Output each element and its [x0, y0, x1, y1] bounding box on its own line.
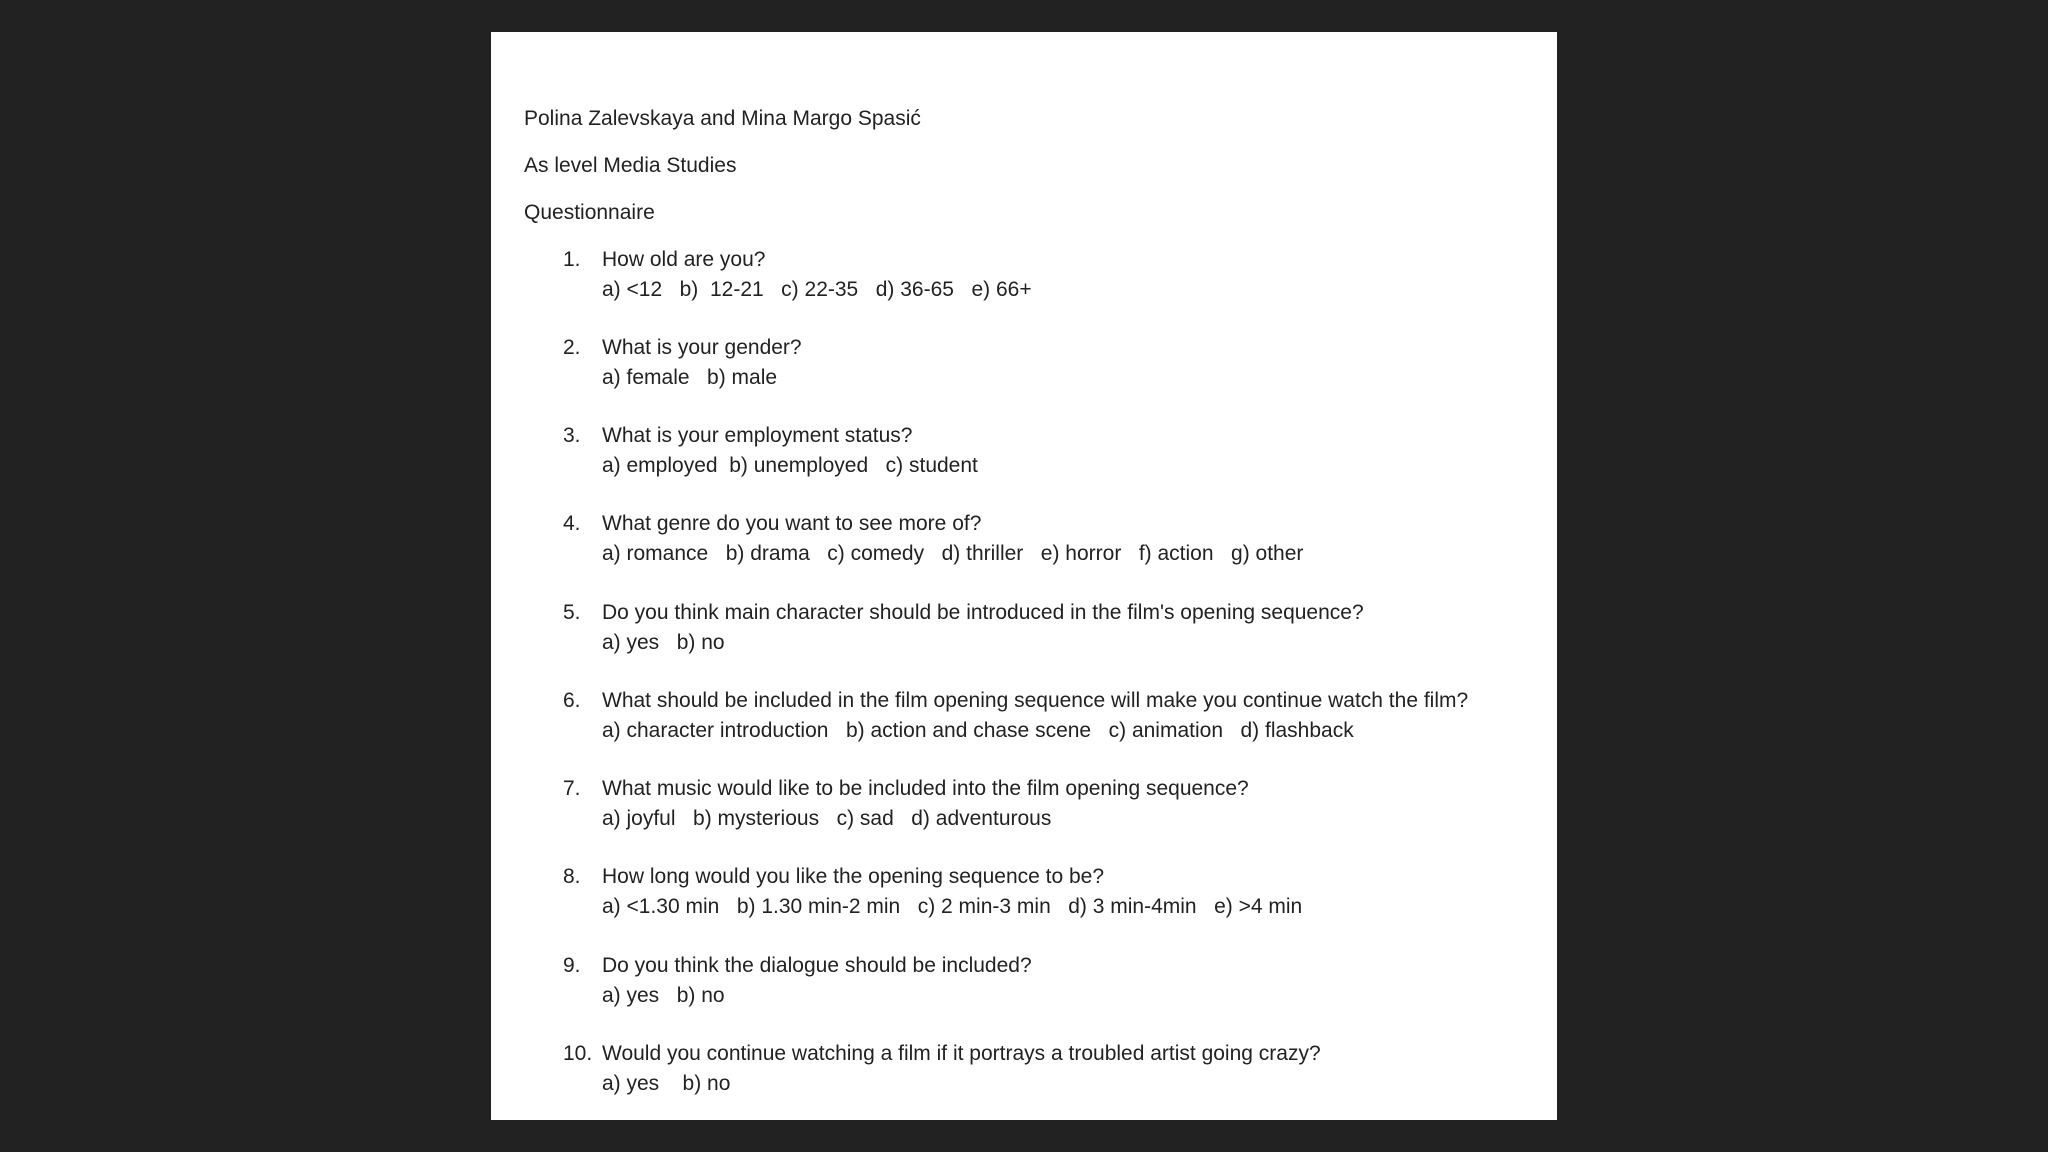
question-number: 4. — [563, 512, 581, 535]
question-text: How long would you like the opening sequence to be? — [602, 865, 1105, 888]
question-text: What is your gender? — [602, 336, 802, 359]
document-page — [491, 32, 1557, 1120]
question-number: 8. — [563, 865, 581, 888]
question-number: 7. — [563, 777, 581, 800]
question-options: a) yes b) no — [602, 631, 725, 654]
question-text: How old are you? — [602, 248, 766, 271]
question-options: a) <12 b) 12-21 c) 22-35 d) 36-65 e) 66+ — [602, 278, 1032, 301]
course-line: As level Media Studies — [524, 154, 737, 177]
questionnaire-title: Questionnaire — [524, 201, 655, 224]
question-options: a) romance b) drama c) comedy d) thriller e) horror f) action g) other — [602, 542, 1304, 565]
question-options: a) yes b) no — [602, 1072, 731, 1095]
question-text: Do you think the dialogue should be included? — [602, 954, 1032, 977]
question-options: a) joyful b) mysterious c) sad d) adventurous — [602, 807, 1052, 830]
question-text: What should be included in the film opening sequence will make you continue watch the film? — [602, 689, 1469, 712]
question-text: What genre do you want to see more of? — [602, 512, 982, 535]
question-options: a) employed b) unemployed c) student — [602, 454, 978, 477]
question-options: a) <1.30 min b) 1.30 min-2 min c) 2 min-3 min d) 3 min-4min e) >4 min — [602, 895, 1303, 918]
question-number: 10. — [563, 1042, 593, 1065]
question-text: What is your employment status? — [602, 424, 913, 447]
question-list — [491, 32, 1557, 1120]
question-text: Would you continue watching a film if it portrays a troubled artist going crazy? — [602, 1042, 1321, 1065]
question-options: a) yes b) no — [602, 984, 725, 1007]
question-number: 1. — [563, 248, 581, 271]
question-text: What music would like to be included into the film opening sequence? — [602, 777, 1249, 800]
question-number: 3. — [563, 424, 581, 447]
question-text: Do you think main character should be introduced in the film's opening sequence? — [602, 601, 1364, 624]
question-number: 6. — [563, 689, 581, 712]
question-options: a) female b) male — [602, 366, 778, 389]
question-number: 9. — [563, 954, 581, 977]
question-number: 5. — [563, 601, 581, 624]
question-number: 2. — [563, 336, 581, 359]
question-options: a) character introduction b) action and chase scene c) animation d) flashback — [602, 719, 1354, 742]
authors-line: Polina Zalevskaya and Mina Margo Spasić — [524, 107, 921, 130]
